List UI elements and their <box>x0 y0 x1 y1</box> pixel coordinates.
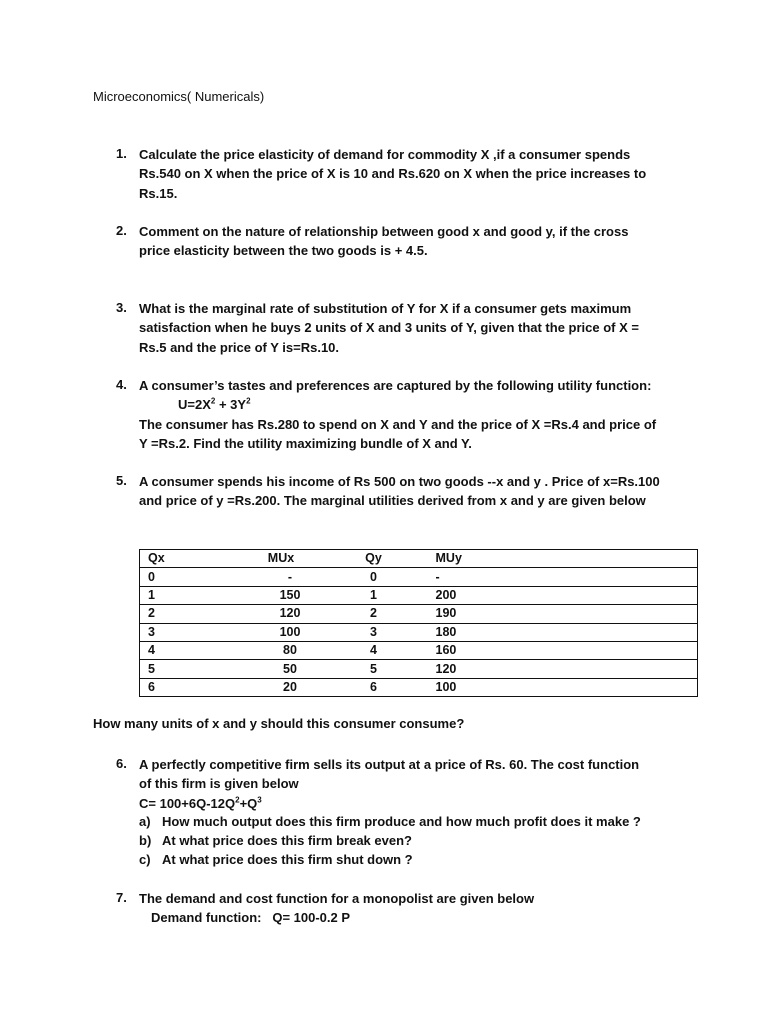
subq-c-label: c) <box>139 852 151 867</box>
cell-qy: 3 <box>344 623 396 641</box>
marginal-utility-table <box>139 549 698 697</box>
question-2-line: Comment on the nature of relationship between good x and good y, if the cross <box>139 224 629 239</box>
cost-term-b: +Q <box>239 795 258 811</box>
cell-muy: 200 <box>396 586 698 604</box>
demand-label: Demand function: <box>151 910 262 926</box>
table-row <box>140 678 698 696</box>
question-3-number: 3. <box>116 300 127 315</box>
header-mux: MUx <box>211 550 344 568</box>
demand-function <box>139 908 699 927</box>
question-5-followup: How many units of x and y should this consumer consume? <box>93 716 465 731</box>
cost-exponent-a: 2 <box>235 795 240 805</box>
question-2-line: price elasticity between the two goods is + 4.5. <box>139 243 428 259</box>
header-muy: MUy <box>396 550 698 568</box>
demand-equation: Q= 100-0.2 P <box>272 910 351 926</box>
cost-function <box>139 794 699 813</box>
cell-muy: 180 <box>396 623 698 641</box>
question-2-number: 2. <box>116 223 127 238</box>
question-3 <box>139 299 699 357</box>
cell-mux: 80 <box>211 641 344 659</box>
question-4 <box>139 376 699 454</box>
question-4-number: 4. <box>116 377 127 392</box>
page-title: Microeconomics( Numericals) <box>93 89 265 104</box>
cell-qy: 0 <box>344 568 396 586</box>
cell-muy: 100 <box>396 678 698 696</box>
cell-qy: 2 <box>344 605 396 623</box>
question-5 <box>139 472 699 511</box>
subq-b-text: At what price does this firm break even? <box>162 833 412 848</box>
utility-term-b: + 3Y <box>215 397 247 413</box>
subq-a-label: a) <box>139 814 151 829</box>
cell-qx: 4 <box>140 641 211 659</box>
cell-mux: 20 <box>211 678 344 696</box>
question-1-line: Calculate the price elasticity of demand for commodity X ,if a consumer spends <box>139 147 631 162</box>
cell-qy: 1 <box>344 586 396 604</box>
table-header-row <box>140 550 698 568</box>
table-row <box>140 568 698 586</box>
cell-qy: 5 <box>344 660 396 678</box>
question-6-line: A perfectly competitive firm sells its output at a price of Rs. 60. The cost function <box>139 757 640 772</box>
subq-c-text: At what price does this firm shut down ? <box>162 852 413 867</box>
cell-qx: 6 <box>140 678 211 696</box>
utility-exponent-a: 2 <box>210 397 216 407</box>
cell-qy: 6 <box>344 678 396 696</box>
cell-muy: 160 <box>396 641 698 659</box>
table-row <box>140 586 698 604</box>
question-1-line: Rs.15. <box>139 185 178 201</box>
question-6-number: 6. <box>116 756 127 771</box>
question-6 <box>139 755 699 813</box>
table-row <box>140 660 698 678</box>
header-qx: Qx <box>140 550 211 568</box>
subq-a-text: How much output does this firm produce and how much profit does it make ? <box>162 814 641 829</box>
question-5-line: A consumer spends his income of Rs 500 on two goods --x and y . Price of x=Rs.100 <box>139 474 660 489</box>
question-5-number: 5. <box>116 473 127 488</box>
question-4-line: A consumer’s tastes and preferences are captured by the following utility function: <box>139 378 652 393</box>
question-7 <box>139 889 699 928</box>
question-1-number: 1. <box>116 146 127 161</box>
utility-exponent-b: 2 <box>246 397 251 407</box>
cell-muy: - <box>396 568 698 586</box>
cell-qx: 0 <box>140 568 211 586</box>
table-row <box>140 641 698 659</box>
question-1 <box>139 145 699 203</box>
cost-exponent-b: 3 <box>257 795 262 805</box>
question-4-line: The consumer has Rs.280 to spend on X and Y and the price of X =Rs.4 and price of <box>139 416 657 432</box>
cell-qx: 1 <box>140 586 211 604</box>
question-3-line: Rs.5 and the price of Y is=Rs.10. <box>139 339 340 355</box>
question-2 <box>139 222 699 261</box>
utility-function <box>139 395 699 414</box>
cell-mux: 50 <box>211 660 344 678</box>
question-3-line: satisfaction when he buys 2 units of X and 3 units of Y, given that the price of X = <box>139 320 639 336</box>
cell-mux: 150 <box>211 586 344 604</box>
cell-qx: 3 <box>140 623 211 641</box>
question-5-line: and price of y =Rs.200. The marginal utilities derived from x and y are given below <box>139 493 646 509</box>
header-qy: Qy <box>344 550 396 568</box>
question-7-number: 7. <box>116 890 127 905</box>
cell-qy: 4 <box>344 641 396 659</box>
cell-muy: 190 <box>396 605 698 623</box>
utility-term-a: U=2X <box>178 397 211 413</box>
cell-muy: 120 <box>396 660 698 678</box>
question-3-line: What is the marginal rate of substitution of Y for X if a consumer gets maximum <box>139 301 632 316</box>
table-row <box>140 605 698 623</box>
subq-b-label: b) <box>139 833 152 848</box>
question-1-line: Rs.540 on X when the price of X is 10 and Rs.620 on X when the price increases to <box>139 166 647 182</box>
cell-mux: 120 <box>211 605 344 623</box>
question-4-line: Y =Rs.2. Find the utility maximizing bundle of X and Y. <box>139 436 472 452</box>
question-6-line: of this firm is given below <box>139 776 299 792</box>
cost-term-a: C= 100+6Q-12Q <box>139 795 236 811</box>
cell-mux: 100 <box>211 623 344 641</box>
question-7-line: The demand and cost function for a monopolist are given below <box>139 891 535 906</box>
cell-qx: 2 <box>140 605 211 623</box>
table-row <box>140 623 698 641</box>
cell-mux: - <box>211 568 344 586</box>
cell-qx: 5 <box>140 660 211 678</box>
